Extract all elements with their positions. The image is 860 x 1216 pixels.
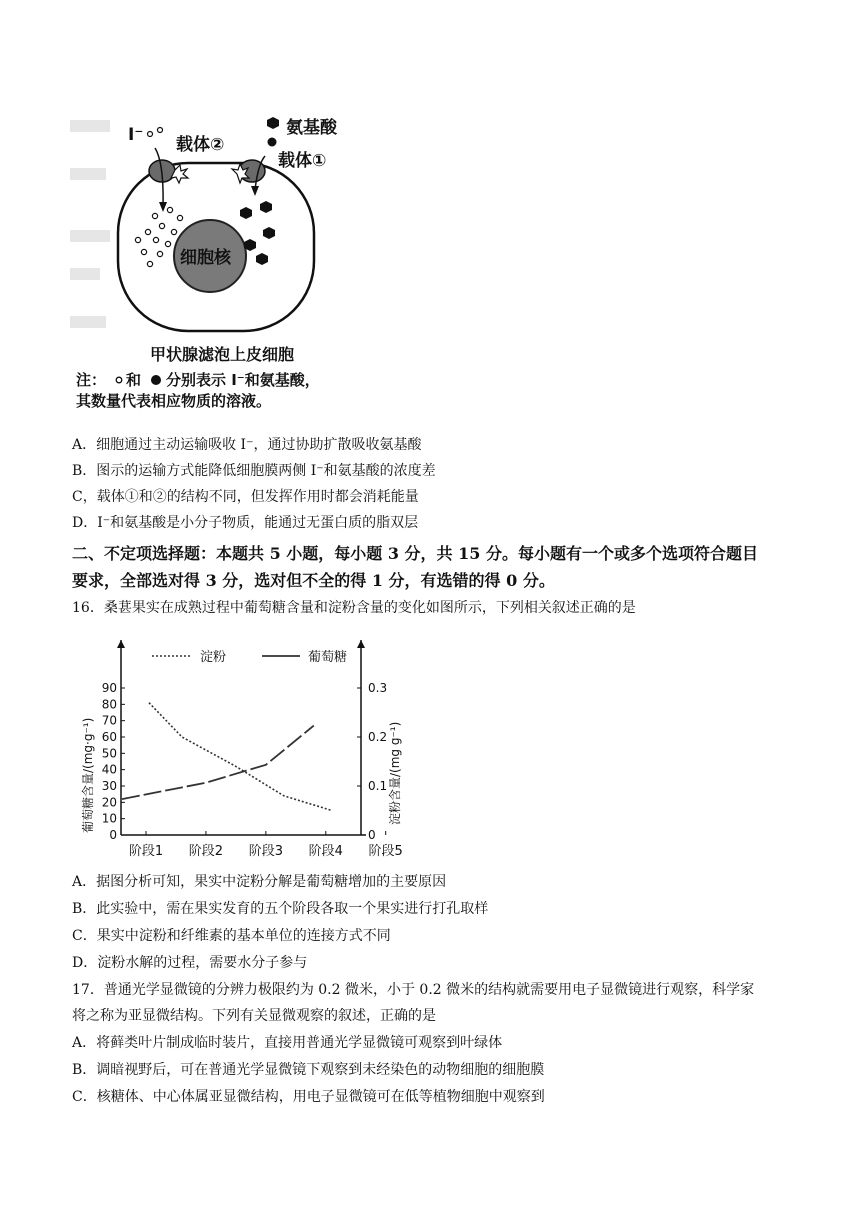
- q15-option-d: D．I⁻和氨基酸是小分子物质，能通过无蛋白质的脂双层: [72, 515, 419, 531]
- left-tick-label: 10: [101, 811, 117, 826]
- right-tick-label: 0: [368, 828, 376, 842]
- q17-stem-line2: 将之称为亚显微结构。下列有关显微观察的叙述，正确的是: [72, 1008, 436, 1024]
- q15-option-b: B．图示的运输方式能降低细胞膜两侧 I⁻和氨基酸的浓度差: [72, 463, 436, 479]
- carrier1-label: 载体①: [278, 151, 327, 171]
- note-prefix: 注：: [76, 371, 107, 389]
- legend-starch-label: 淀粉: [200, 650, 227, 665]
- left-tick-label: 20: [101, 795, 117, 810]
- section2-heading-line1: 二、不定项选择题：本题共 5 小题，每小题 3 分，共 15 分。每小题有一个或多个选项符合题目: [72, 544, 758, 563]
- left-tick-label: 60: [101, 730, 117, 744]
- q17-option-a: A．将藓类叶片制成临时装片，直接用普通光学显微镜可观察到叶绿体: [72, 1035, 503, 1051]
- nucleus-label: 细胞核: [180, 248, 231, 268]
- left-tick-label: 0: [109, 828, 117, 842]
- q16-stem: 16．桑葚果实在成熟过程中葡萄糖含量和淀粉含量的变化如图所示，下列相关叙述正确的是: [72, 600, 636, 616]
- x-tick-label: 阶段3: [248, 844, 283, 859]
- left-axis-arrow: [117, 640, 125, 648]
- amino-acid-label: 氨基酸: [286, 118, 337, 138]
- q16-option-c: C．果实中淀粉和纤维素的基本单位的连接方式不同: [72, 928, 391, 944]
- q16-option-a: A．据图分析可知，果实中淀粉分解是葡萄糖增加的主要原因: [72, 874, 447, 890]
- q16-option-d: D．淀粉水解的过程，需要水分子参与: [72, 955, 308, 971]
- ion-label: I⁻: [128, 125, 144, 145]
- note-rest: 分别表示 I⁻和氨基酸，: [166, 371, 320, 389]
- sugar-starch-chart: [76, 630, 416, 866]
- left-tick-label: 30: [101, 779, 117, 793]
- right-tick-label: 0.3: [368, 681, 388, 695]
- left-tick-label: 90: [101, 681, 117, 695]
- left-tick-label: 50: [101, 746, 117, 761]
- left-tick-label: 80: [101, 697, 117, 712]
- right-axis-label: 淀粉含量/(mg g⁻¹): [388, 721, 402, 825]
- carrier2-label: 载体②: [176, 135, 225, 155]
- q17-option-c: C．核糖体、中心体属亚显微结构，用电子显微镜可在低等植物细胞中观察到: [72, 1089, 545, 1105]
- note-line2: 其数量代表相应物质的溶液。: [76, 392, 272, 410]
- q16-option-b: B．此实验中，需在果实发育的五个阶段各取一个果实进行打孔取样: [72, 901, 489, 917]
- left-tick-label: 70: [101, 713, 117, 728]
- amino-acids-outside: [267, 117, 279, 147]
- left-axis-label: 葡萄糖含量/(mg·g⁻¹): [81, 717, 95, 833]
- q17-option-b: B．调暗视野后，可在普通光学显微镜下观察到未经染色的动物细胞的细胞膜: [72, 1062, 545, 1078]
- q17-stem-line1: 17．普通光学显微镜的分辨力极限约为 0.2 微米，小于 0.2 微米的结构就需要用电子显微镜进行观察，科学家: [72, 982, 755, 998]
- q15-option-a: A．细胞通过主动运输吸收 I⁻，通过协助扩散吸收氨基酸: [72, 437, 422, 453]
- right-tick-label: 0.2: [368, 730, 388, 744]
- section2-heading-line2: 要求，全部选对得 3 分，选对但不全的得 1 分，有选错的得 0 分。: [72, 571, 555, 590]
- cell-caption: 甲状腺滤泡上皮细胞: [150, 345, 295, 364]
- q15-option-c: C，载体①和②的结构不同，但发挥作用时都会消耗能量: [72, 489, 419, 505]
- starch-series-line: [149, 703, 332, 811]
- right-tick-label: 0.1: [368, 779, 388, 793]
- x-tick-label: 阶段5: [368, 844, 403, 859]
- glucose-series-line: [122, 726, 314, 800]
- left-tick-label: 40: [101, 762, 117, 777]
- x-tick-label: 阶段1: [128, 844, 164, 859]
- x-tick-label: 阶段2: [188, 844, 224, 859]
- legend-glucose-label: 葡萄糖: [308, 650, 348, 665]
- right-axis-arrow: [357, 640, 365, 648]
- x-tick-label: 阶段4: [308, 844, 343, 859]
- cell-figure: [60, 108, 370, 418]
- note-and: 和: [126, 371, 142, 389]
